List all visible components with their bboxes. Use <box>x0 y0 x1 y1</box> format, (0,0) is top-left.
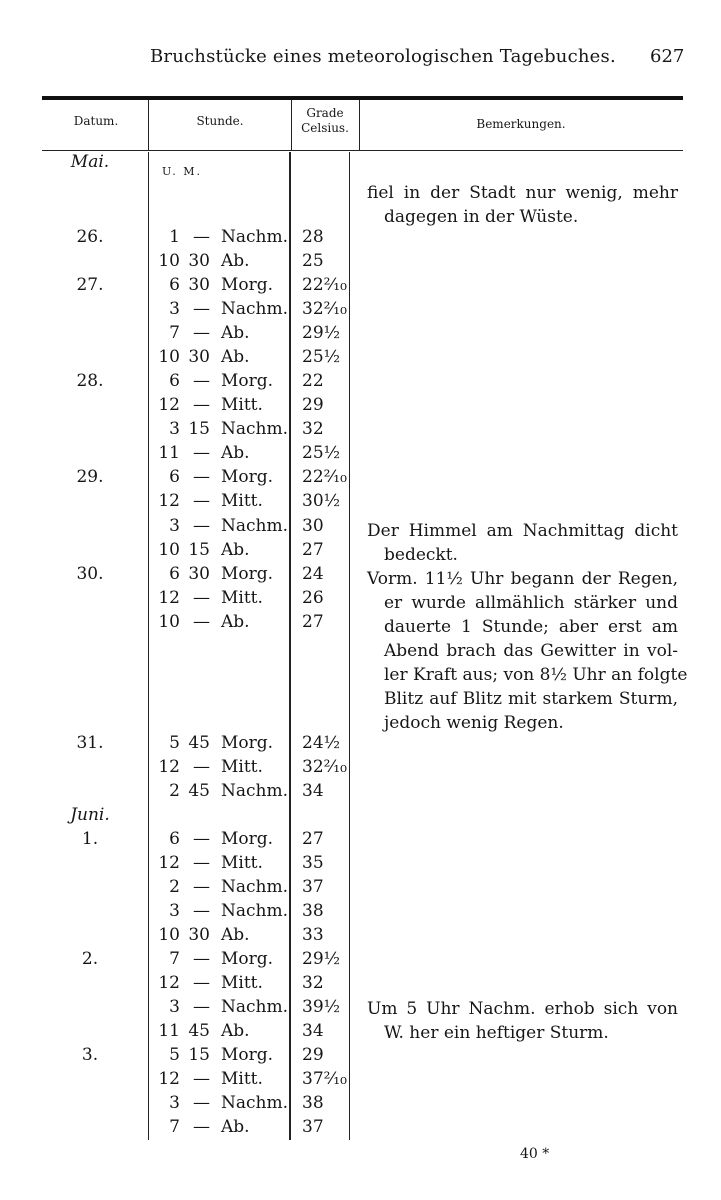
row-date: 29. <box>76 467 104 487</box>
row-time-label: Mitt. <box>221 1069 263 1089</box>
row-minute: — <box>193 371 210 391</box>
row-date: 2. <box>81 949 99 969</box>
row-temperature: 32²⁄₁₀ <box>302 299 347 319</box>
remark-line: ler Kraft aus; von 8½ Uhr an folgte <box>384 665 688 685</box>
row-hour: 12 <box>158 491 180 511</box>
row-temperature: 29½ <box>302 323 341 343</box>
row-time-label: Ab. <box>221 1117 250 1137</box>
row-hour: 10 <box>158 251 180 271</box>
row-temperature: 22 <box>302 371 324 391</box>
row-minute: 30 <box>188 347 210 367</box>
row-hour: 7 <box>169 1117 180 1137</box>
page-number: 627 <box>650 46 685 67</box>
row-temperature: 25 <box>302 251 324 271</box>
row-hour: 1 <box>169 227 180 247</box>
row-time-label: Morg. <box>221 467 274 487</box>
row-minute: — <box>193 516 210 536</box>
row-date: 27. <box>76 275 104 295</box>
row-temperature: 24½ <box>302 733 341 753</box>
remark-line: W. her ein heftiger Sturm. <box>384 1023 609 1043</box>
row-temperature: 22²⁄₁₀ <box>302 467 347 487</box>
row-hour: 6 <box>169 275 180 295</box>
row-minute: 45 <box>188 781 210 801</box>
row-time-label: Nachm. <box>221 227 289 247</box>
row-hour: 7 <box>169 949 180 969</box>
row-time-label: Nachm. <box>221 419 289 439</box>
remark-line: er wurde allmählich stärker und <box>384 593 678 613</box>
row-temperature: 38 <box>302 901 324 921</box>
row-time-label: Nachm. <box>221 901 289 921</box>
column-head-grade-line1: Grade <box>306 106 344 120</box>
row-hour: 2 <box>169 877 180 897</box>
signature-mark: 40 * <box>520 1146 550 1162</box>
row-minute: — <box>193 1069 210 1089</box>
row-hour: 12 <box>158 973 180 993</box>
row-date: 26. <box>76 227 104 247</box>
row-temperature: 24 <box>302 564 324 584</box>
row-time-label: Morg. <box>221 949 274 969</box>
row-minute: — <box>193 949 210 969</box>
row-hour: 7 <box>169 323 180 343</box>
row-time-label: Morg. <box>221 829 274 849</box>
row-hour: 3 <box>169 901 180 921</box>
row-temperature: 37 <box>302 1117 324 1137</box>
column-head-bemerkungen: Bemerkungen. <box>476 117 566 131</box>
row-temperature: 37 <box>302 877 324 897</box>
row-minute: 15 <box>188 419 210 439</box>
row-time-label: Morg. <box>221 371 274 391</box>
row-hour: 3 <box>169 1093 180 1113</box>
row-hour: 6 <box>169 467 180 487</box>
row-minute: — <box>193 853 210 873</box>
row-temperature: 32 <box>302 419 324 439</box>
row-time-label: Nachm. <box>221 299 289 319</box>
row-minute: — <box>193 1117 210 1137</box>
row-minute: — <box>193 443 210 463</box>
row-time-label: Mitt. <box>221 973 263 993</box>
header-rule <box>42 96 683 100</box>
row-date: 3. <box>81 1045 99 1065</box>
row-time-label: Ab. <box>221 323 250 343</box>
row-minute: — <box>193 877 210 897</box>
row-minute: — <box>193 612 210 632</box>
row-time-label: Ab. <box>221 540 250 560</box>
row-minute: — <box>193 588 210 608</box>
remark-line: dauerte 1 Stunde; aber erst am <box>384 617 678 637</box>
remark-line: Abend brach das Gewitter in vol- <box>384 641 678 661</box>
row-date: 31. <box>76 733 104 753</box>
row-minute: 30 <box>188 564 210 584</box>
row-time-label: Morg. <box>221 733 274 753</box>
row-hour: 12 <box>158 588 180 608</box>
row-time-label: Ab. <box>221 443 250 463</box>
row-minute: — <box>193 299 210 319</box>
row-temperature: 29½ <box>302 949 341 969</box>
row-hour: 10 <box>158 540 180 560</box>
row-hour: 6 <box>169 564 180 584</box>
remark-line: Blitz auf Blitz mit starkem Sturm, <box>384 689 678 709</box>
row-temperature: 26 <box>302 588 324 608</box>
row-time-label: Nachm. <box>221 1093 289 1113</box>
row-hour: 12 <box>158 395 180 415</box>
row-hour: 12 <box>158 757 180 777</box>
row-temperature: 25½ <box>302 347 341 367</box>
row-minute: — <box>193 973 210 993</box>
row-time-label: Morg. <box>221 1045 274 1065</box>
row-minute: — <box>193 395 210 415</box>
row-minute: 15 <box>188 540 210 560</box>
row-temperature: 28 <box>302 227 324 247</box>
row-temperature: 32²⁄₁₀ <box>302 757 347 777</box>
row-temperature: 37²⁄₁₀ <box>302 1069 347 1089</box>
month-label: Mai. <box>70 152 110 172</box>
row-time-label: Nachm. <box>221 997 289 1017</box>
remark-block <box>367 567 688 735</box>
row-minute: — <box>193 757 210 777</box>
row-hour: 3 <box>169 997 180 1017</box>
row-time-label: Mitt. <box>221 757 263 777</box>
row-temperature: 34 <box>302 1021 324 1041</box>
row-minute: 15 <box>188 1045 210 1065</box>
unit-head: U. M. <box>162 165 203 178</box>
row-temperature: 30 <box>302 516 324 536</box>
row-minute: — <box>193 829 210 849</box>
row-time-label: Morg. <box>221 275 274 295</box>
row-hour: 3 <box>169 516 180 536</box>
divider-grade <box>349 152 350 1140</box>
row-temperature: 29 <box>302 395 324 415</box>
row-time-label: Mitt. <box>221 491 263 511</box>
column-head-stunde: Stunde. <box>196 114 244 128</box>
row-temperature: 25½ <box>302 443 341 463</box>
remark-line: Vorm. 11½ Uhr begann der Regen, <box>367 569 678 589</box>
row-time-label: Mitt. <box>221 853 263 873</box>
row-hour: 5 <box>169 733 180 753</box>
row-date: 1. <box>81 829 99 849</box>
row-time-label: Nachm. <box>221 781 289 801</box>
row-temperature: 39½ <box>302 997 341 1017</box>
row-hour: 3 <box>169 299 180 319</box>
row-minute: — <box>193 323 210 343</box>
row-temperature: 34 <box>302 781 324 801</box>
row-temperature: 27 <box>302 540 324 560</box>
remark-block <box>367 181 678 229</box>
row-temperature: 35 <box>302 853 324 873</box>
row-minute: 30 <box>188 275 210 295</box>
row-hour: 2 <box>169 781 180 801</box>
row-time-label: Nachm. <box>221 877 289 897</box>
row-hour: 11 <box>158 1021 180 1041</box>
remark-line: dagegen in der Wüste. <box>384 207 579 227</box>
row-temperature: 22²⁄₁₀ <box>302 275 347 295</box>
row-hour: 6 <box>169 371 180 391</box>
row-hour: 12 <box>158 1069 180 1089</box>
row-temperature: 38 <box>302 1093 324 1113</box>
remark-line: fiel in der Stadt nur wenig, mehr <box>367 183 678 203</box>
row-minute: 30 <box>188 925 210 945</box>
row-minute: 45 <box>188 733 210 753</box>
remark-block <box>367 519 678 567</box>
row-date: 28. <box>76 371 104 391</box>
row-time-label: Ab. <box>221 925 250 945</box>
row-hour: 10 <box>158 925 180 945</box>
row-temperature: 32 <box>302 973 324 993</box>
row-hour: 6 <box>169 829 180 849</box>
row-temperature: 30½ <box>302 491 341 511</box>
row-minute: — <box>193 997 210 1017</box>
remark-line: Der Himmel am Nachmittag dicht <box>367 521 678 541</box>
row-minute: — <box>193 227 210 247</box>
month-label: Juni. <box>70 805 110 825</box>
remark-line: Um 5 Uhr Nachm. erhob sich von <box>367 999 678 1019</box>
row-time-label: Ab. <box>221 1021 250 1041</box>
row-temperature: 29 <box>302 1045 324 1065</box>
row-temperature: 33 <box>302 925 324 945</box>
divider-datum-header <box>148 100 149 150</box>
row-hour: 12 <box>158 853 180 873</box>
divider-grade-header <box>359 100 360 150</box>
row-hour: 3 <box>169 419 180 439</box>
row-time-label: Ab. <box>221 612 250 632</box>
running-title: Bruchstücke eines meteorologischen Tagebuches. <box>150 46 616 67</box>
row-time-label: Mitt. <box>221 395 263 415</box>
row-time-label: Ab. <box>221 251 250 271</box>
row-time-label: Ab. <box>221 347 250 367</box>
divider-stunde-header <box>291 100 292 150</box>
row-minute: 45 <box>188 1021 210 1041</box>
row-minute: 30 <box>188 251 210 271</box>
remark-block <box>367 997 678 1045</box>
row-time-label: Nachm. <box>221 516 289 536</box>
row-minute: — <box>193 1093 210 1113</box>
row-hour: 10 <box>158 612 180 632</box>
row-time-label: Mitt. <box>221 588 263 608</box>
row-hour: 5 <box>169 1045 180 1065</box>
row-hour: 11 <box>158 443 180 463</box>
row-minute: — <box>193 467 210 487</box>
row-minute: — <box>193 491 210 511</box>
row-hour: 10 <box>158 347 180 367</box>
row-temperature: 27 <box>302 829 324 849</box>
remark-line: jedoch wenig Regen. <box>384 713 564 733</box>
row-time-label: Morg. <box>221 564 274 584</box>
row-date: 30. <box>76 564 104 584</box>
remark-line: bedeckt. <box>384 545 458 565</box>
divider-stunde <box>289 152 291 1140</box>
row-minute: — <box>193 901 210 921</box>
column-head-datum: Datum. <box>73 114 119 128</box>
column-head-grade <box>292 106 358 136</box>
column-head-grade-line2: Celsius. <box>301 121 349 135</box>
row-temperature: 27 <box>302 612 324 632</box>
